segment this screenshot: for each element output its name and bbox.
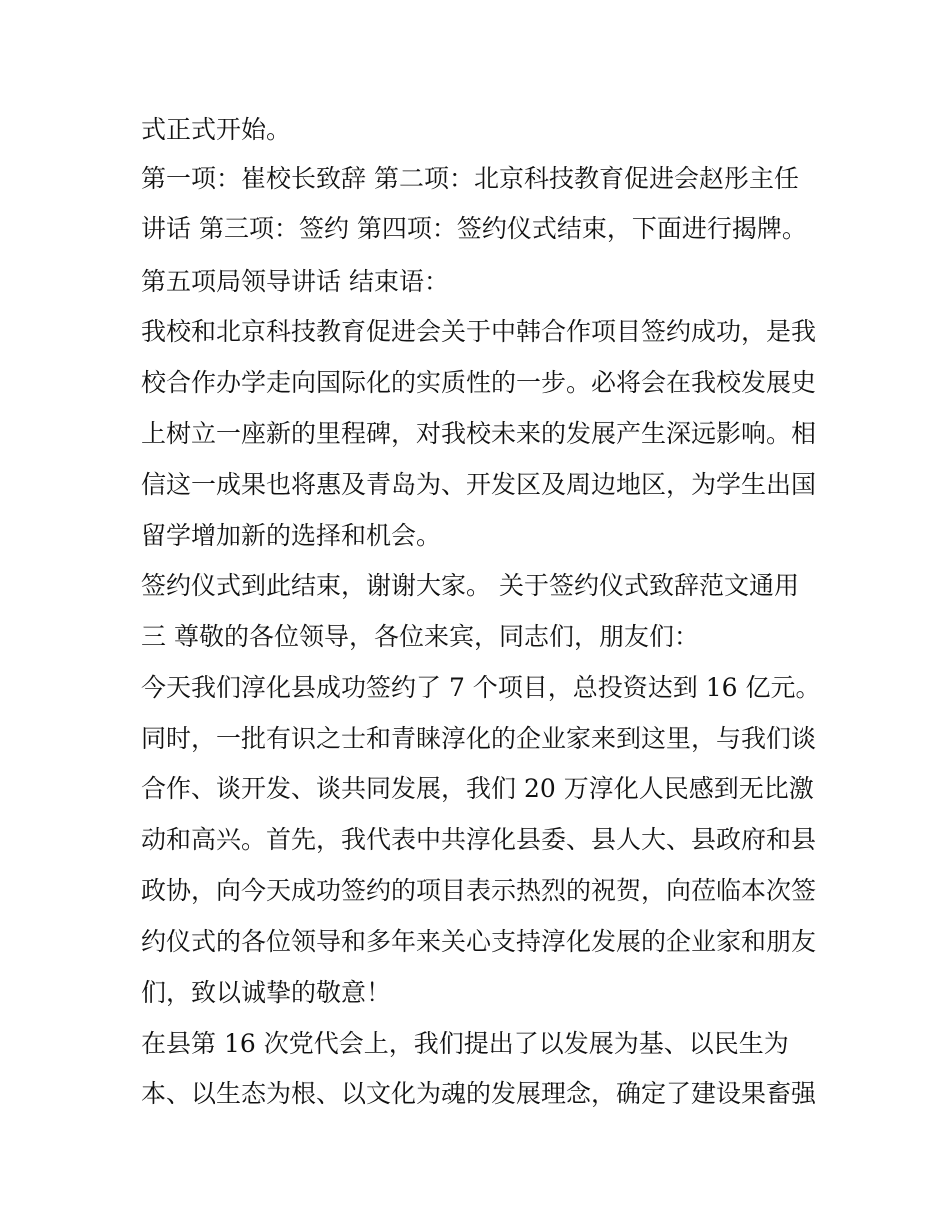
text-line-11: 三 尊敬的各位领导，各位来宾，同志们，朋友们： (141, 622, 699, 651)
text-line-14: 合作、谈开发、谈共同发展，我们 20 万淳化人民感到无比激 (141, 774, 814, 803)
text-line-15: 动和高兴。首先，我代表中共淳化县委、县人大、县政府和县 (141, 825, 817, 854)
text-line-5: 我校和北京科技教育促进会关于中韩合作项目签约成功，是我 (141, 317, 817, 346)
text-line-12: 今天我们淳化县成功签约了 7 个项目，总投资达到 16 亿元。 (141, 673, 821, 702)
text-line-6: 校合作办学走向国际化的实质性的一步。必将会在我校发展史 (141, 368, 817, 397)
text-line-9: 留学增加新的选择和机会。 (141, 521, 442, 550)
text-line-2: 第一项：崔校长致辞 第二项：北京科技教育促进会赵彤主任 (141, 164, 799, 193)
text-line-10: 签约仪式到此结束，谢谢大家。 关于签约仪式致辞范文通用 (141, 571, 799, 600)
text-line-4: 第五项局领导讲话 结束语： (141, 267, 449, 296)
text-line-7: 上树立一座新的里程碑，对我校未来的发展产生深远影响。相 (141, 419, 817, 448)
text-line-16: 政协，向今天成功签约的项目表示热烈的祝贺，向莅临本次签 (141, 876, 817, 905)
text-line-13: 同时，一批有识之士和青睐淳化的企业家来到这里，与我们谈 (141, 724, 817, 753)
text-line-17: 约仪式的各位领导和多年来关心支持淳化发展的企业家和朋友 (141, 927, 817, 956)
text-line-20: 本、以生态为根、以文化为魂的发展理念，确定了建设果畜强 (141, 1079, 817, 1108)
text-line-3: 讲话 第三项：签约 第四项：签约仪式结束，下面进行揭牌。 (141, 214, 807, 243)
text-line-18: 们，致以诚挚的敬意！ (141, 978, 392, 1007)
text-line-1: 式正式开始。 (141, 115, 292, 144)
text-line-8: 信这一成果也将惠及青岛为、开发区及周边地区，为学生出国 (141, 470, 817, 499)
text-line-19: 在县第 16 次党代会上，我们提出了以发展为基、以民生为 (141, 1029, 789, 1058)
